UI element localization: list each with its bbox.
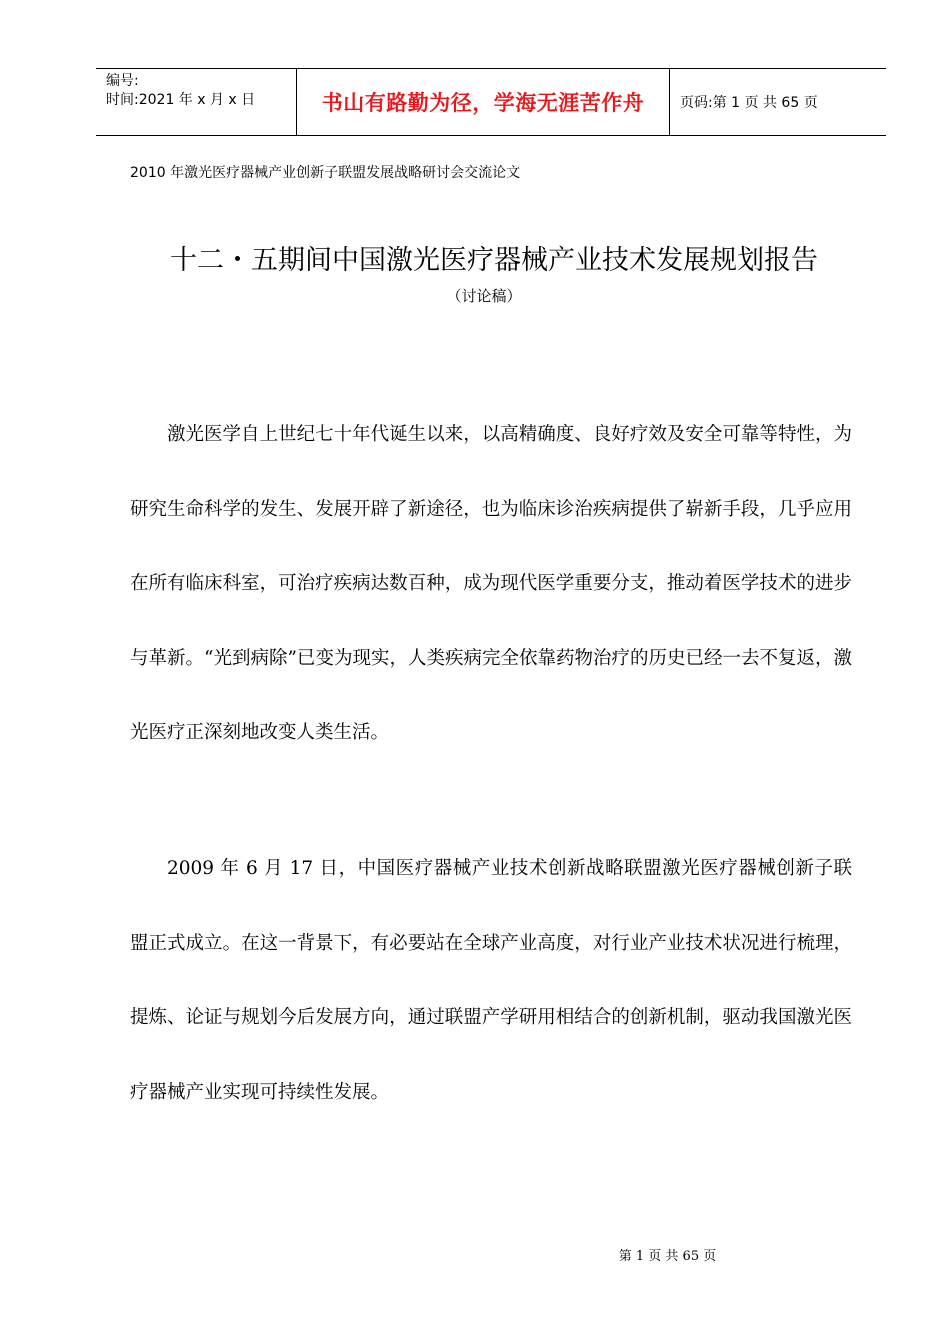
header-info-cell — [96, 69, 297, 135]
document-title: 十二・五期间中国激光医疗器械产业技术发展规划报告 — [170, 245, 818, 276]
motto-text: 书山有路勤为径，学海无涯苦作舟 — [321, 91, 645, 115]
page-info: 页码:第 1 页 共 65 页 — [680, 95, 818, 111]
time-label: 时间:2021 年 x 月 x 日 — [106, 92, 256, 108]
header-table — [96, 68, 886, 136]
header-motto-cell — [297, 69, 670, 135]
page-footer: 第 1 页 共 65 页 — [618, 1249, 717, 1264]
serial-number-label: 编号: — [106, 73, 139, 89]
document-subtitle: （讨论稿） — [446, 287, 522, 305]
header-page-cell — [670, 69, 886, 135]
body-paragraph: 2009 年 6 月 17 日，中国医疗器械产业技术创新战略联盟激光医疗器械创新子联盟正式成立。在这一背景下，有必要站在全球产业高度，对行业产业技术状况进行梳理，提炼、论证与规划今后发展方向，通过联盟产学研用相结合的创新机制，驱动我国激光医疗器械产业实现可持续性发展。 — [130, 858, 852, 1103]
body-paragraph: 激光医学自上世纪七十年代诞生以来，以高精确度、良好疗效及安全可靠等特性，为研究生命科学的发生、发展开辟了新途径，也为临床诊治疾病提供了崭新手段，几乎应用在所有临床科室，可治疗疾病达数百种，成为现代医学重要分支，推动着医学技术的进步与革新。“光到病除”已变为现实，人类疾病完全依靠药物治疗的历史已经一去不复返，激光医疗正深刻地改变人类生活。 — [130, 424, 852, 743]
conference-line: 2010 年激光医疗器械产业创新子联盟发展战略研讨会交流论文 — [130, 165, 521, 181]
